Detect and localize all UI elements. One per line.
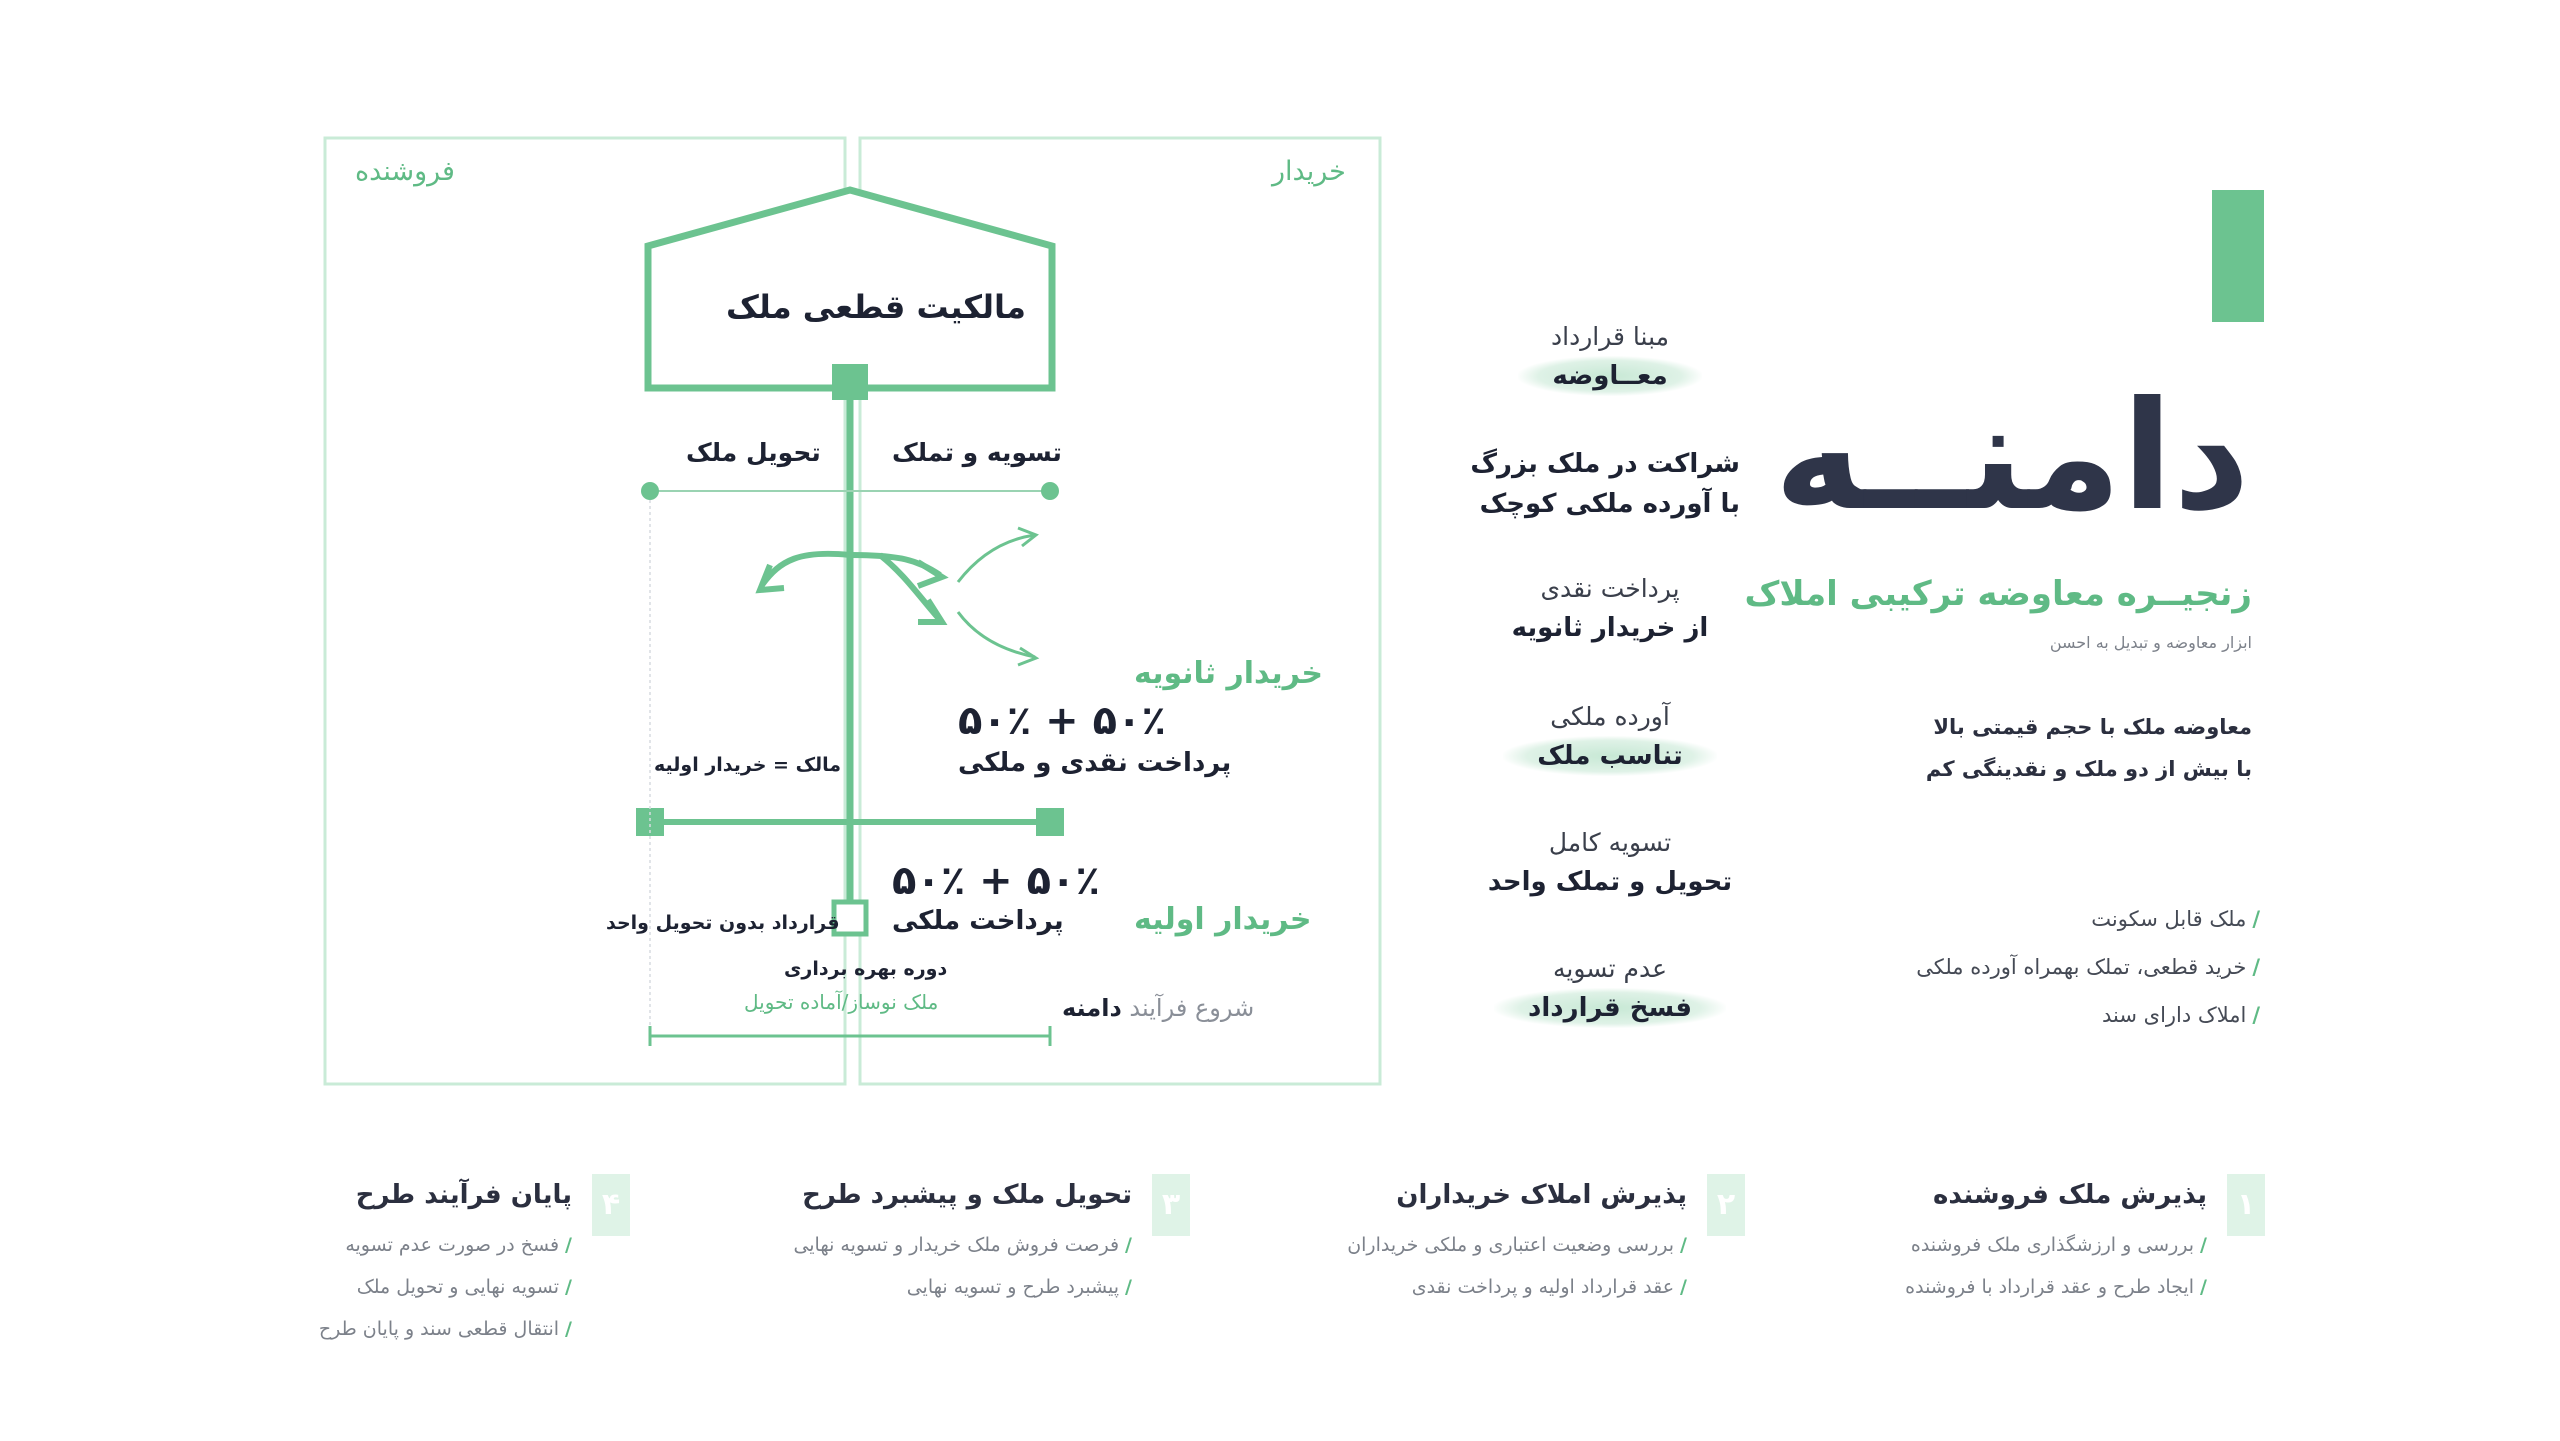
feature-label: آورده ملکی [1550,702,1670,731]
step-item [793,1224,1132,1266]
step-item-text: بررسی وضعیت اعتباری و ملکی خریداران [1347,1234,1675,1256]
deliver-label: تحویل ملک [686,438,821,467]
step-item [319,1266,572,1308]
step-item [1905,1224,2207,1266]
slash-icon: / [565,1234,572,1256]
feature-value: تناسب ملک [1503,736,1717,776]
seller-panel-label: فروشنده [355,156,455,187]
step-item-text: پیشبرد طرح و تسویه نهایی [906,1276,1120,1298]
house-node [832,364,868,400]
house-title: مالکیت قطعی ملک [726,288,1026,326]
feature-value: فسخ قرارداد [1494,988,1726,1028]
thin-arrow-icon [958,535,1035,582]
brand-desc-line: با بیش از دو ملک و نقدینگی کم [1925,757,2252,781]
settle-node [1041,482,1059,500]
deliver-node [641,482,659,500]
step-title: پذیرش املاک خریداران [1396,1180,1687,1210]
step-number: ۳ [1152,1174,1190,1236]
step-item-text: فسخ در صورت عدم تسویه [345,1234,560,1256]
brand-subtitle: زنجیــره معاوضه ترکیبی املاک [1744,574,2252,614]
step-number: ۱ [2227,1174,2265,1236]
step-item-text: بررسی و ارزشگذاری ملک فروشنده [1910,1234,2195,1256]
step-item [1347,1224,1687,1266]
secondary-payment: پرداخت نقدی و ملکی [958,748,1232,778]
feature-label: مبنا قرارداد [1550,322,1670,351]
feature-value: شراکت در ملک بزرگ [1470,449,1740,479]
property-state-label: ملک نوساز/آماده تحویل [744,990,939,1014]
step-item [1347,1266,1687,1308]
slash-icon: / [1680,1276,1687,1298]
step-items [1347,1224,1687,1308]
no-delivery-note: قرارداد بدون تحویل واحد [606,912,840,934]
arrow-left-icon [762,554,850,585]
feature-value: با آورده ملکی کوچک [1479,489,1740,519]
slash-icon: / [565,1318,572,1340]
slash-icon: / [1125,1276,1132,1298]
step-title: تحویل ملک و پیشبرد طرح [802,1180,1132,1210]
step-number: ۴ [592,1174,630,1236]
feature-value: معــاوضه [1518,356,1701,396]
bullet-text: املاک دارای سند [2102,1003,2247,1027]
buyer-node [1036,808,1064,836]
owner-note: مالک = خریدار اولیه [654,754,842,776]
bullet-text: خرید قطعی، تملک بهمراه آورده ملکی [1916,955,2247,979]
step-items [793,1224,1132,1308]
feature-label: تسویه کامل [1548,828,1672,857]
primary-ratio: ۵۰٪ + ۵۰٪ [892,858,1100,904]
step-title: پایان فرآیند طرح [355,1180,572,1210]
step-item [793,1266,1132,1308]
step-item-text: فرصت فروش ملک خریدار و تسویه نهایی [793,1234,1120,1256]
secondary-buyer-label: خریدار ثانویه [1134,656,1323,691]
step-item-text: عقد قرارداد اولیه و پرداخت نقدی [1411,1276,1675,1298]
slash-icon: / [1125,1234,1132,1256]
step-item-text: تسویه نهایی و تحویل ملک [356,1276,560,1298]
step-item-text: ایجاد طرح و عقد قرارداد با فروشنده [1905,1276,2195,1298]
feature-value: تحویل و تملک واحد [1487,867,1733,897]
brand-desc-line: معاوضه ملک با حجم قیمتی بالا [1933,715,2252,739]
slash-icon: / [2252,955,2260,979]
settle-label: تسویه و تملک [892,438,1062,467]
usage-period-label: دوره بهره برداری [784,958,948,980]
step-item-text: انتقال قطعی سند و پایان طرح [318,1318,560,1340]
secondary-ratio: ۵۰٪ + ۵۰٪ [958,698,1166,744]
feature-label: عدم تسویه [1552,954,1667,983]
step-title: پذیرش ملک فروشنده [1933,1180,2207,1210]
start-brand: دامنه [1062,994,1122,1022]
step-3 [690,1174,1190,1298]
feature-value: از خریدار ثانویه [1511,613,1709,643]
brand-name: دامنــه [1773,370,2250,544]
step-1 [1765,1174,2265,1298]
buyer-panel-label: خریدار [1272,156,1346,187]
slash-icon: / [2252,1003,2260,1027]
brand-tagline: ابزار معاوضه و تبدیل به احسن [2049,633,2252,652]
step-4 [130,1174,630,1344]
step-items [1905,1224,2207,1308]
start-prefix: شروع فرآیند [1129,994,1255,1022]
step-item [319,1224,572,1266]
step-items [319,1224,572,1350]
step-item [319,1308,572,1350]
slash-icon: / [2200,1276,2207,1298]
step-2 [1245,1174,1745,1298]
slash-icon: / [2252,907,2260,931]
primary-buyer-label: خریدار اولیه [1134,902,1312,937]
process-start-label [1062,994,1254,1022]
slash-icon: / [2200,1234,2207,1256]
step-item [1905,1266,2207,1308]
slash-icon: / [565,1276,572,1298]
step-number: ۲ [1707,1174,1745,1236]
feature-label: پرداخت نقدی [1540,574,1680,603]
slash-icon: / [1680,1234,1687,1256]
primary-payment: پرداخت ملکی [892,906,1064,936]
bullet-text: ملک قابل سکونت [2091,907,2247,931]
